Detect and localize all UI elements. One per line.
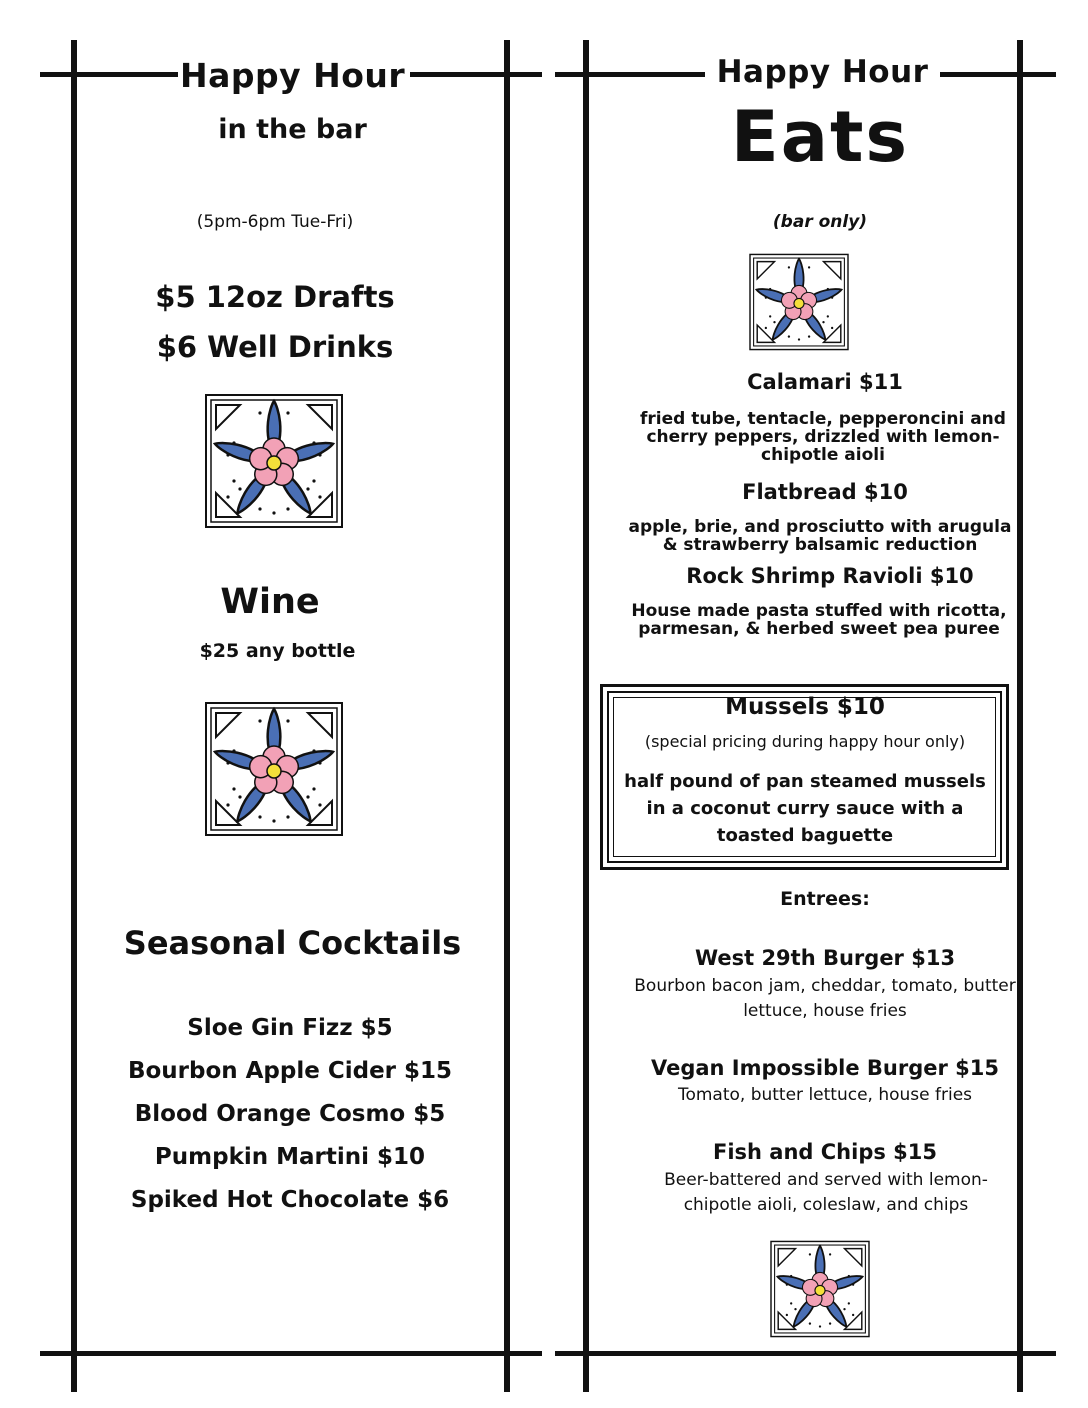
special-drafts: $5 12oz Drafts bbox=[155, 280, 395, 314]
flower-tile-icon bbox=[758, 1240, 882, 1338]
cocktail-item: Sloe Gin Fizz $5 bbox=[187, 1015, 393, 1041]
fish-chips-name: Fish and Chips $15 bbox=[712, 1140, 937, 1164]
vegan-burger-desc: Tomato, butter lettuce, house fries bbox=[677, 1085, 973, 1105]
flower-tile-icon bbox=[204, 701, 344, 837]
right-title: Happy Hour bbox=[716, 54, 929, 90]
burger-desc: Bourbon bacon jam, cheddar, tomato, butter lettuce, house fries bbox=[634, 976, 1016, 1021]
flower-tile-icon bbox=[747, 253, 851, 351]
cocktail-item: Spiked Hot Chocolate $6 bbox=[130, 1187, 450, 1213]
frame-left-inner bbox=[504, 40, 510, 1392]
fish-chips-desc: Beer-battered and served with lemon-chipotle aioli, coleslaw, and chips bbox=[664, 1170, 988, 1215]
left-subtitle: in the bar bbox=[218, 114, 367, 145]
entrees-heading: Entrees: bbox=[780, 888, 870, 910]
flatbread-desc: apple, brie, and prosciutto with arugula & strawberry balsamic reduction bbox=[628, 517, 1012, 555]
vegan-burger-name: Vegan Impossible Burger $15 bbox=[650, 1056, 1000, 1080]
frame-right-outer bbox=[1017, 40, 1023, 1392]
ravioli-desc: House made pasta stuffed with ricotta, parmesan, & herbed sweet pea puree bbox=[631, 601, 1007, 639]
calamari-name: Calamari $11 bbox=[747, 370, 903, 394]
wine-heading: Wine bbox=[220, 582, 320, 622]
eats-heading: Eats bbox=[730, 96, 910, 178]
cocktail-item: Bourbon Apple Cider $15 bbox=[127, 1058, 453, 1084]
flower-tile-icon bbox=[204, 393, 344, 529]
frame-top-right-b bbox=[940, 72, 1056, 77]
burger-name: West 29th Burger $13 bbox=[694, 946, 956, 970]
frame-top-right-a bbox=[555, 72, 705, 77]
mussels-note: (special pricing during happy hour only) bbox=[644, 732, 966, 751]
cocktail-item: Blood Orange Cosmo $5 bbox=[134, 1101, 446, 1127]
bar-only-note: (bar only) bbox=[772, 212, 868, 232]
calamari-desc: fried tube, tentacle, pepperoncini and cherry peppers, drizzled with lemon-chipotle aioli bbox=[640, 409, 1006, 465]
ravioli-name: Rock Shrimp Ravioli $10 bbox=[686, 564, 974, 588]
frame-right-inner bbox=[583, 40, 589, 1392]
cocktail-list bbox=[100, 1007, 480, 1222]
left-title: Happy Hour bbox=[180, 56, 406, 95]
frame-bottom-left bbox=[40, 1351, 542, 1356]
left-hours: (5pm-6pm Tue-Fri) bbox=[196, 212, 354, 232]
mussels-name: Mussels $10 bbox=[725, 694, 885, 720]
mussels-desc: half pound of pan steamed mussels in a coconut curry sauce with a toasted baguette bbox=[624, 771, 986, 846]
wine-price: $25 any bottle bbox=[199, 640, 356, 662]
flatbread-name: Flatbread $10 bbox=[742, 480, 908, 504]
frame-bottom-right bbox=[555, 1351, 1056, 1356]
cocktails-heading: Seasonal Cocktails bbox=[123, 924, 462, 962]
special-well: $6 Well Drinks bbox=[156, 330, 394, 364]
frame-top-left-b bbox=[410, 72, 542, 77]
cocktail-item: Pumpkin Martini $10 bbox=[154, 1144, 426, 1170]
frame-left-outer bbox=[71, 40, 77, 1392]
frame-top-left-a bbox=[40, 72, 178, 77]
